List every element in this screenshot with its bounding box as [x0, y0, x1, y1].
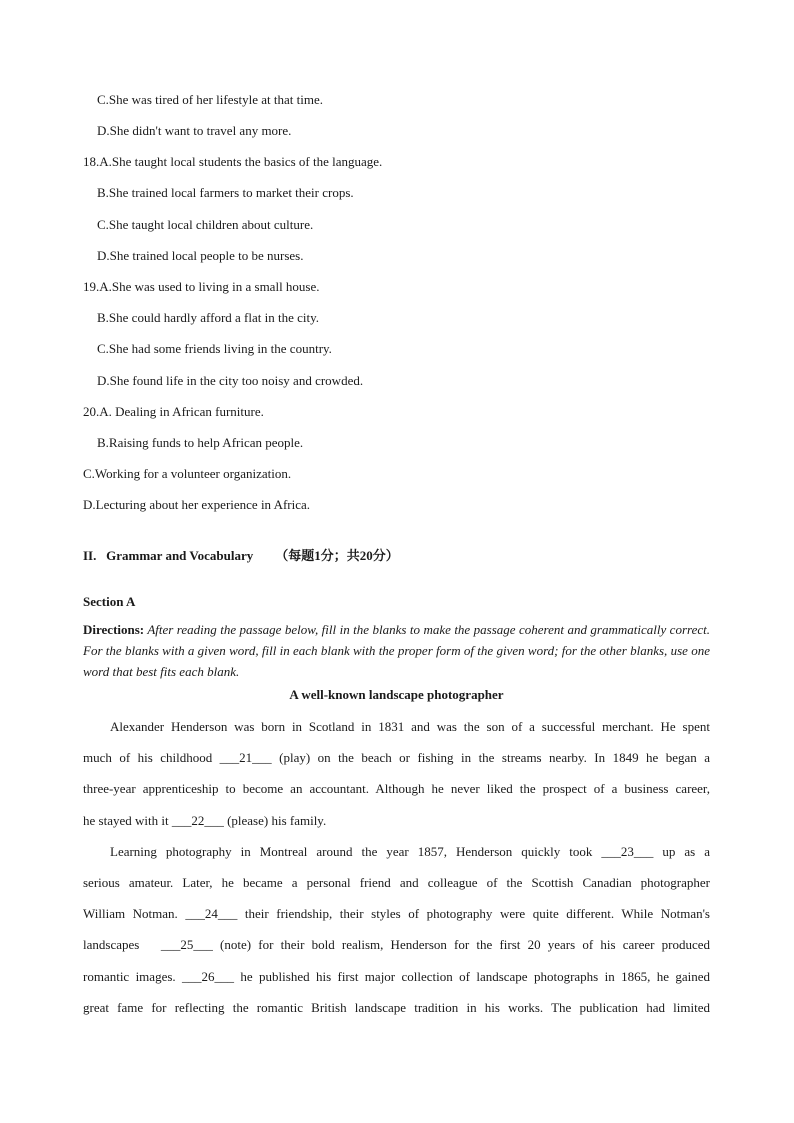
option-19c: C.She had some friends living in the country. [97, 341, 332, 356]
option-19b: B.She could hardly afford a flat in the city. [97, 310, 320, 325]
option-20c: C.Working for a volunteer organization. [83, 466, 292, 481]
section-a-heading: Section A [83, 594, 136, 609]
option-18a: 18.A.She taught local students the basics of the language. [83, 154, 383, 169]
section-heading-points: （每题1分；共20分） [275, 548, 399, 563]
passage-line: Learning photography in Montreal around the year 1857, Henderson quickly took ___23___ up as a [110, 844, 710, 859]
section-heading-title: II. Grammar and Vocabulary [83, 548, 254, 563]
directions-label: Directions: [83, 622, 145, 637]
passage-line: three-year apprenticeship to become an accountant. Although he never liked the prospect of a business career, [83, 781, 710, 796]
passage-line: William Notman. ___24___ their friendship, their styles of photography were quite different. While Notman's [83, 906, 710, 921]
passage-line: he stayed with it ___22___ (please) his family. [83, 813, 327, 828]
option-20a: 20.A. Dealing in African furniture. [83, 404, 264, 419]
option-18c: C.She taught local children about culture. [97, 217, 314, 232]
directions-text: After reading the passage below, fill in the blanks to make the passage coherent and grammatically correct. For the blanks with a given word, fill in each blank with the proper form of the given word; for the other blanks, use one word that best fits each blank. [83, 622, 710, 679]
passage-line: much of his childhood ___21___ (play) on the beach or fishing in the streams nearby. In 1849 he began a [83, 750, 710, 765]
option-19d: D.She found life in the city too noisy and crowded. [97, 373, 364, 388]
option-18b: B.She trained local farmers to market their crops. [97, 185, 354, 200]
option-18d: D.She trained local people to be nurses. [97, 248, 304, 263]
passage-line: landscapes ___25___ (note) for their bold realism, Henderson for the first 20 years of his career produced [83, 937, 710, 952]
option-17c: C.She was tired of her lifestyle at that time. [97, 92, 323, 107]
directions [83, 619, 710, 682]
passage-line: romantic images. ___26___ he published his first major collection of landscape photographs in 1865, he gained [83, 969, 710, 984]
option-19a: 19.A.She was used to living in a small house. [83, 279, 320, 294]
section-heading [83, 545, 399, 564]
option-20b: B.Raising funds to help African people. [97, 435, 304, 450]
option-20d: D.Lecturing about her experience in Africa. [83, 497, 311, 512]
passage-line: serious amateur. Later, he became a personal friend and colleague of the Scottish Canadian photographer [83, 875, 710, 890]
option-17d: D.She didn't want to travel any more. [97, 123, 292, 138]
passage-title: A well-known landscape photographer [289, 687, 504, 702]
passage-line: great fame for reflecting the romantic British landscape tradition in his works. The publication had limited [83, 1000, 710, 1015]
passage-line: Alexander Henderson was born in Scotland in 1831 and was the son of a successful merchant. He spent [110, 719, 710, 734]
